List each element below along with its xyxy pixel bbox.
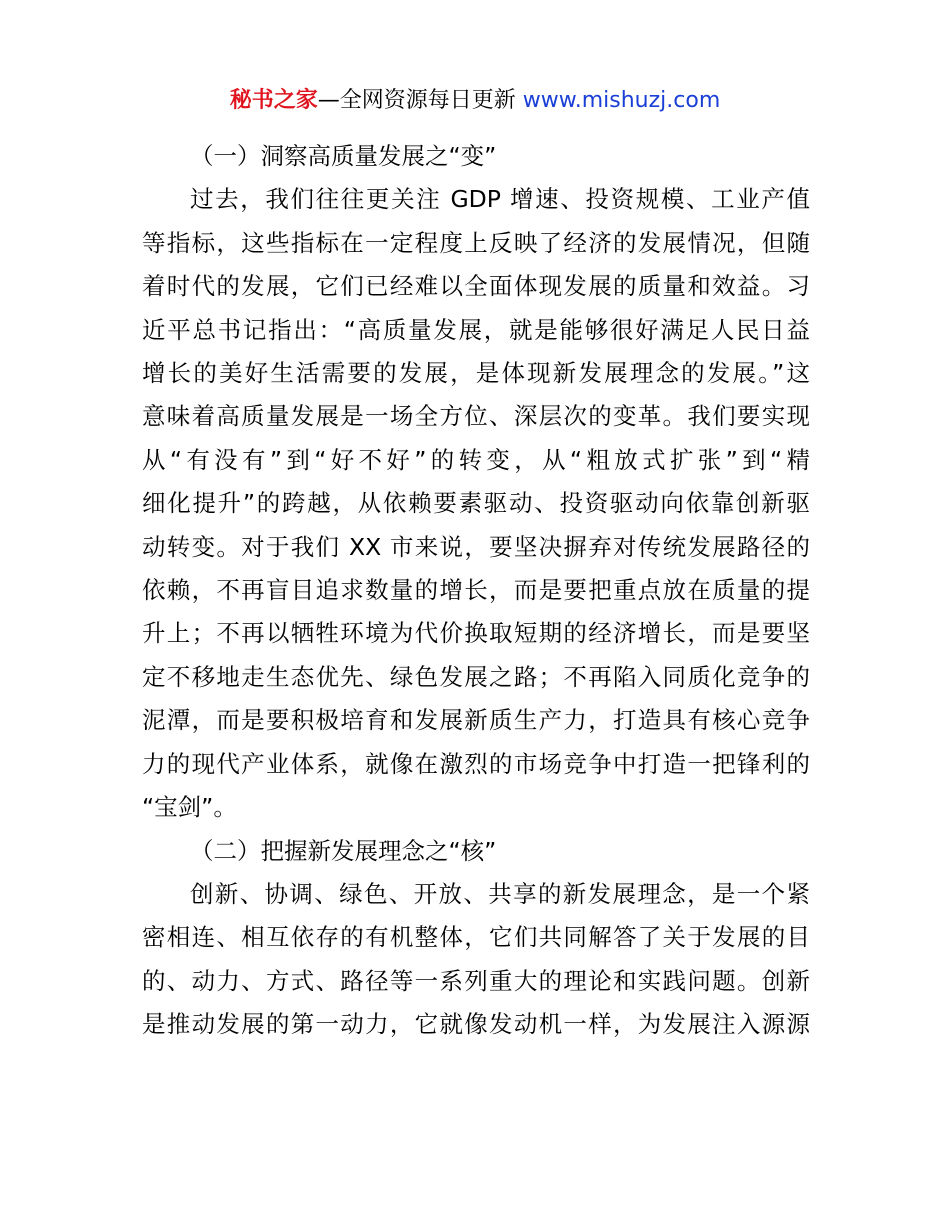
paragraph-line: 是推动发展的第一动力，它就像发动机一样，为发展注入源源: [142, 1010, 810, 1039]
paragraph-line: 创新、协调、绿色、开放、共享的新发展理念，是一个紧: [190, 879, 810, 908]
section-paragraph-1: [142, 178, 810, 829]
brand-name: 秘书之家: [229, 88, 318, 113]
section-heading-1: （一）洞察高质量发展之“变”: [190, 142, 497, 170]
paragraph-line: 依赖，不再盲目追求数量的增长，而是要把重点放在质量的提: [142, 576, 810, 605]
site-header: [0, 84, 950, 118]
header-tagline: —全网资源每日更新: [317, 88, 523, 113]
section-paragraph-2: [142, 873, 810, 1047]
paragraph-line: 着时代的发展，它们已经难以全面体现发展的质量和效益。习: [142, 272, 810, 301]
paragraph-line: 从“有没有”到“好不好”的转变，从“粗放式扩张”到“精: [142, 445, 810, 474]
paragraph-line: 近平总书记指出：“高质量发展，就是能够很好满足人民日益: [142, 315, 810, 344]
paragraph-line: 动转变。对于我们 XX 市来说，要坚决摒弃对传统发展路径的: [142, 532, 810, 561]
paragraph-line: 泥潭，而是要积极培育和发展新质生产力，打造具有核心竞争: [142, 706, 810, 735]
paragraph-line: 密相连、相互依存的有机整体，它们共同解答了关于发展的目: [142, 923, 810, 952]
paragraph-line: 增长的美好生活需要的发展，是体现新发展理念的发展。”这: [142, 359, 810, 388]
paragraph-line: 细化提升”的跨越，从依赖要素驱动、投资驱动向依靠创新驱: [142, 489, 810, 518]
paragraph-line: 过去，我们往往更关注 GDP 增速、投资规模、工业产值: [190, 185, 810, 214]
paragraph-line: 意味着高质量发展是一场全方位、深层次的变革。我们要实现: [142, 402, 810, 431]
paragraph-line: “宝剑”。: [142, 793, 237, 822]
site-url-link[interactable]: www.mishuzj.com: [522, 88, 721, 113]
paragraph-line: 升上；不再以牺牲环境为代价换取短期的经济增长，而是要坚: [142, 619, 810, 648]
paragraph-line: 的、动力、方式、路径等一系列重大的理论和实践问题。创新: [142, 966, 810, 995]
paragraph-line: 力的现代产业体系，就像在激烈的市场竞争中打造一把锋利的: [142, 749, 810, 778]
paragraph-line: 定不移地走生态优先、绿色发展之路；不再陷入同质化竞争的: [142, 662, 810, 691]
section-heading-2: （二）把握新发展理念之“核”: [190, 836, 497, 865]
paragraph-line: 等指标，这些指标在一定程度上反映了经济的发展情况，但随: [142, 228, 810, 257]
document-body: [142, 135, 810, 1047]
